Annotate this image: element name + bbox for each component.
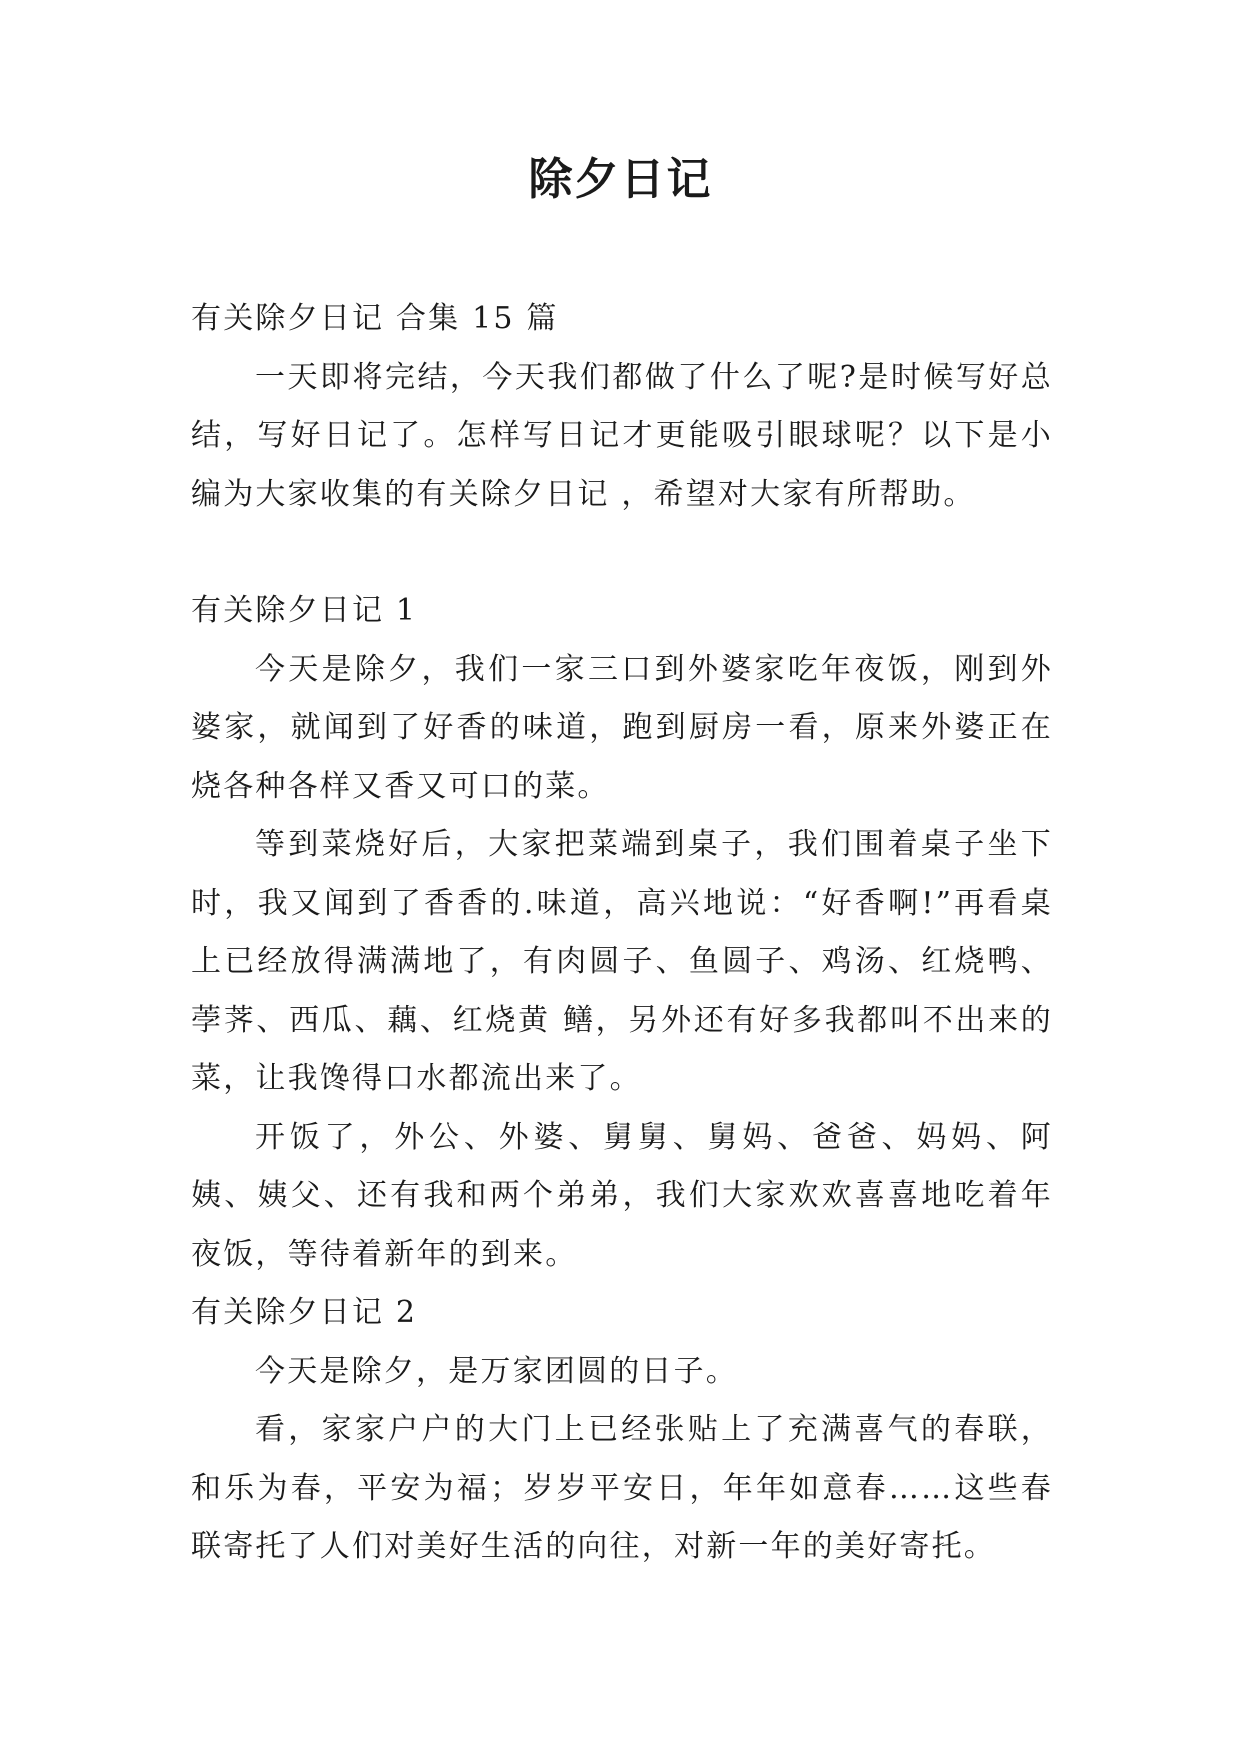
entry-1-paragraph-2: 等到菜烧好后，大家把菜端到桌子，我们围着桌子坐下时，我又闻到了香香的.味道，高兴地说：“好香啊!”再看桌上已经放得满满地了，有肉圆子、鱼圆子、鸡汤、红烧鸭、荸荠、西瓜、藕、红烧黄 鳝，另外还有好多我都叫不出来的菜，让我馋得口水都流出来了。	[191, 827, 1053, 1096]
entry-2-paragraph-1: 今天是除夕，是万家团圆的日子。	[255, 1353, 738, 1389]
entry-1-paragraph-1: 今天是除夕，我们一家三口到外婆家吃年夜饭，刚到外婆家，就闻到了好香的味道，跑到厨房一看，原来外婆正在烧各种各样又香又可口的菜。	[191, 651, 1053, 804]
document-body	[191, 290, 1053, 1577]
intro-heading: 有关除夕日记 合集 15 篇	[191, 301, 559, 336]
document-title: 除夕日记	[528, 154, 713, 205]
entry-1-heading: 有关除夕日记 1	[191, 593, 418, 628]
entry-2-paragraph-2: 看，家家户户的大门上已经张贴上了充满喜气的春联，和乐为春，平安为福；岁岁平安日，年年如意春……这些春联寄托了人们对美好生活的向往，对新一年的美好寄托。	[191, 1412, 1053, 1564]
entry-2-heading: 有关除夕日记 2	[191, 1295, 418, 1330]
intro-paragraph: 一天即将完结，今天我们都做了什么了呢?是时候写好总结，写好日记了。怎样写日记才更能吸引眼球呢？以下是小编为大家收集的有关除夕日记 ，希望对大家有所帮助。	[191, 359, 1053, 512]
entry-1-paragraph-3: 开饭了，外公、外婆、舅舅、舅妈、爸爸、妈妈、阿姨、姨父、还有我和两个弟弟，我们大家欢欢喜喜地吃着年夜饭，等待着新年的到来。	[191, 1119, 1053, 1272]
